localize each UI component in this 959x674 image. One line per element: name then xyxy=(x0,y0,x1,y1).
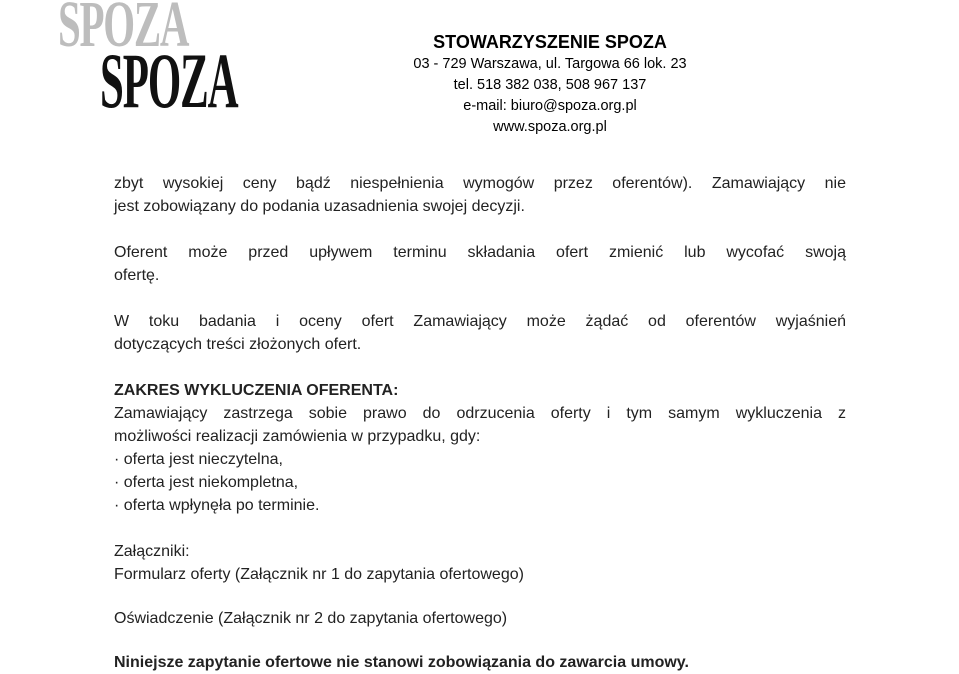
paragraph-2-line-1: Oferent może przed upływem terminu składania ofert zmienić lub wycofać swoją xyxy=(114,244,846,261)
organization-name: STOWARZYSZENIE SPOZA xyxy=(433,32,667,52)
email-address: e-mail: biuro@spoza.org.pl xyxy=(463,98,637,114)
exclusion-item: · oferta wpłynęła po terminie. xyxy=(114,497,320,514)
paragraph-3-line-1: W toku badania i oceny ofert Zamawiający może żądać od oferentów wyjaśnień xyxy=(114,313,846,330)
paragraph-1-line-1: zbyt wysokiej ceny bądź niespełnienia wymogów przez oferentów). Zamawiający nie xyxy=(114,175,846,192)
exclusion-item: · oferta jest niekompletna, xyxy=(114,474,299,491)
paragraph-3-line-2: dotyczących treści złożonych ofert. xyxy=(114,336,362,353)
letterhead xyxy=(300,30,800,138)
attachments-label: Załączniki: xyxy=(114,543,190,560)
logo-text-back: SPOZA xyxy=(58,0,189,61)
spoza-logo xyxy=(58,0,238,125)
exclusion-heading: ZAKRES WYKLUCZENIA OFERENTA: xyxy=(114,382,399,399)
logo-text-front: SPOZA xyxy=(100,37,238,124)
exclusion-line-2: możliwości realizacji zamówienia w przypadku, gdy: xyxy=(114,428,481,445)
address: 03 - 729 Warszawa, ul. Targowa 66 lok. 23 xyxy=(413,56,687,72)
exclusion-line-1: Zamawiający zastrzega sobie prawo do odrzucenia oferty i tym samym wykluczenia z xyxy=(114,405,846,422)
phone-numbers: tel. 518 382 038, 508 967 137 xyxy=(453,77,647,93)
paragraph-1-line-2: jest zobowiązany do podania uzasadnienia swojej decyzji. xyxy=(114,198,525,215)
paragraph-2-line-2: ofertę. xyxy=(114,267,160,284)
exclusion-item: · oferta jest nieczytelna, xyxy=(114,451,283,468)
document-body xyxy=(114,172,846,674)
disclaimer-note: Niniejsze zapytanie ofertowe nie stanowi zobowiązania do zawarcia umowy. xyxy=(114,654,689,671)
attachment-item-1: Formularz oferty (Załącznik nr 1 do zapytania ofertowego) xyxy=(114,566,524,583)
website: www.spoza.org.pl xyxy=(493,119,607,135)
attachment-item-2: Oświadczenie (Załącznik nr 2 do zapytania ofertowego) xyxy=(114,610,508,627)
